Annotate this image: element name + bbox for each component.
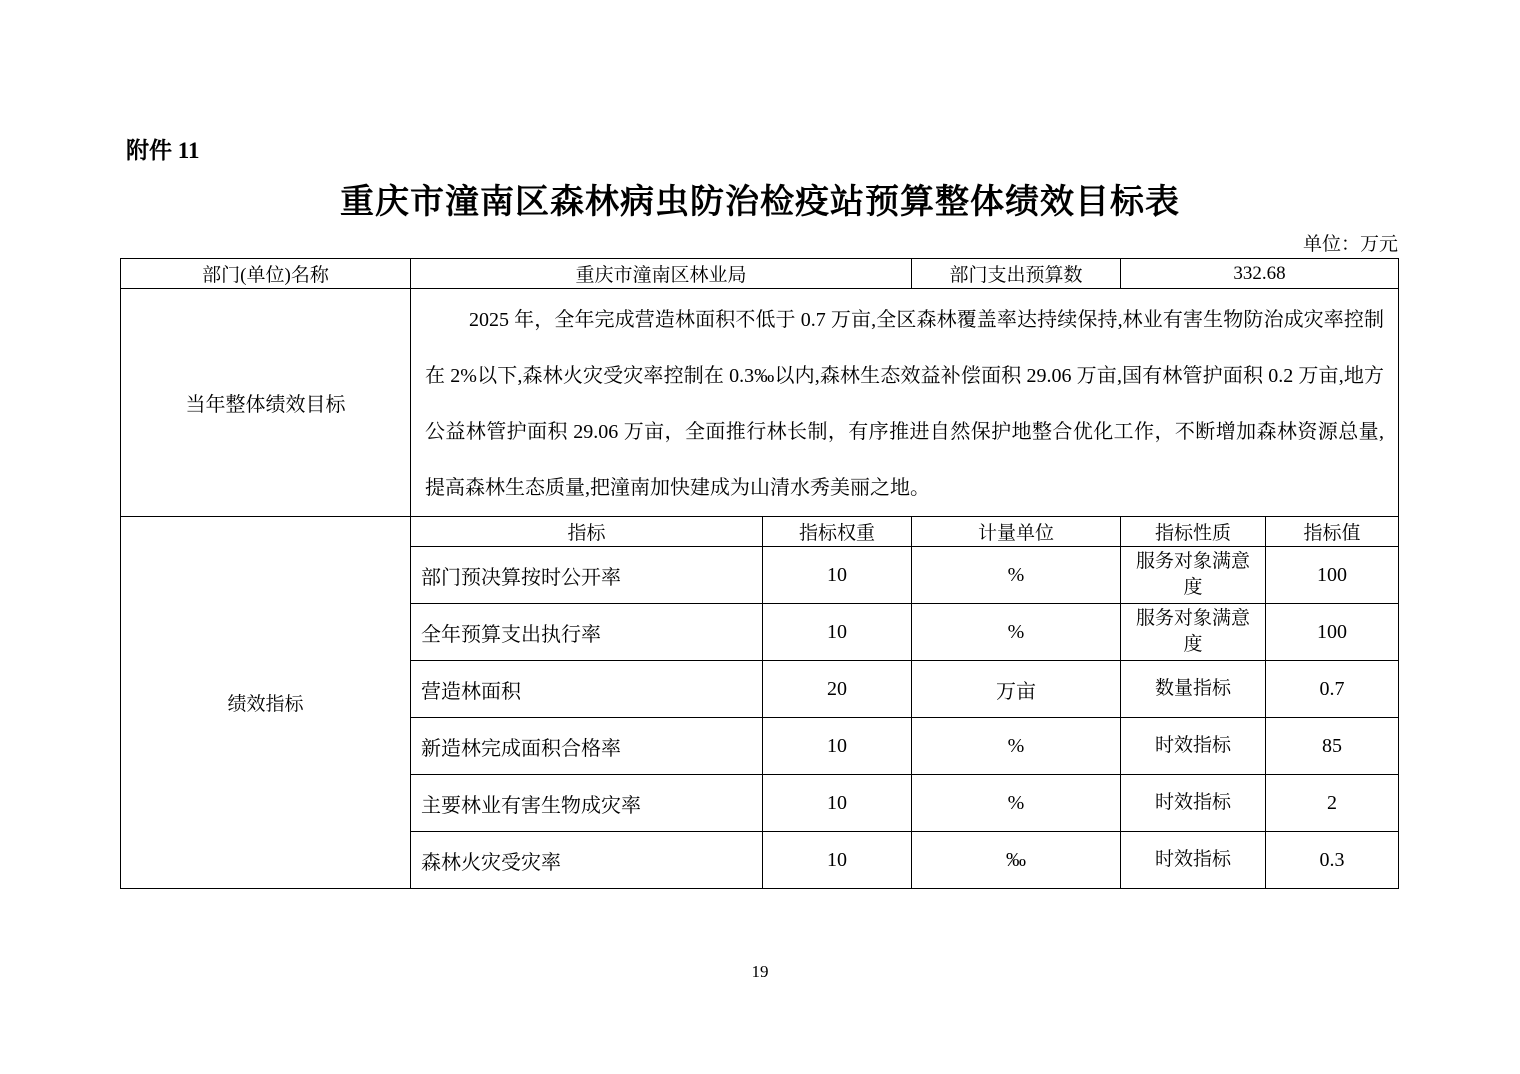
metric-weight: 10 [763, 718, 912, 775]
col-header-weight: 指标权重 [763, 517, 912, 547]
attachment-label: 附件 11 [126, 138, 200, 163]
metric-nature: 时效指标 [1121, 718, 1266, 775]
metric-weight: 10 [763, 547, 912, 604]
metric-weight: 10 [763, 832, 912, 889]
metric-unit: % [912, 547, 1121, 604]
annual-target-cell [411, 289, 1399, 517]
metric-weight: 10 [763, 604, 912, 661]
budget-value: 332.68 [1121, 259, 1399, 289]
metric-unit: % [912, 775, 1121, 832]
metric-nature: 数量指标 [1121, 661, 1266, 718]
table-row-department [121, 259, 1399, 289]
metric-name: 营造林面积 [411, 661, 763, 718]
page-number: 19 [751, 962, 769, 981]
col-header-nature: 指标性质 [1121, 517, 1266, 547]
metric-name: 新造林完成面积合格率 [411, 718, 763, 775]
metric-nature: 服务对象满意度 [1121, 604, 1266, 661]
unit-note: 单位：万元 [1302, 234, 1398, 255]
col-header-indicator: 指标 [411, 517, 763, 547]
annual-target-text: 2025 年，全年完成营造林面积不低于 0.7 万亩,全区森林覆盖率达持续保持,林业有害生物防治成灾率控制在 2%以下,森林火灾受灾率控制在 0.3‰以内,森林生态效益补偿面积 29.06 万亩,国有林管护面积 0.2 万亩,地方公益林管护面积 29.06 万亩，全面推行林长制，有序推进自然保护地整合优化工作，不断增加森林资源总量,提高森林生态质量,把潼南加快建成为山清水秀美丽之地。 [425, 309, 1385, 499]
col-header-value: 指标值 [1266, 517, 1399, 547]
metrics-section-label: 绩效指标 [121, 517, 411, 889]
budget-label: 部门支出预算数 [912, 259, 1121, 289]
dept-name-value: 重庆市潼南区林业局 [411, 259, 912, 289]
metric-value: 0.7 [1266, 661, 1399, 718]
metric-name: 主要林业有害生物成灾率 [411, 775, 763, 832]
metric-value: 2 [1266, 775, 1399, 832]
metric-value: 85 [1266, 718, 1399, 775]
metric-value: 100 [1266, 547, 1399, 604]
performance-target-table [120, 258, 1399, 889]
metric-unit: % [912, 718, 1121, 775]
metric-name: 森林火灾受灾率 [411, 832, 763, 889]
dept-name-label: 部门(单位)名称 [121, 259, 411, 289]
metric-nature: 时效指标 [1121, 832, 1266, 889]
metric-unit: ‰ [912, 832, 1121, 889]
metric-weight: 20 [763, 661, 912, 718]
annual-target-label: 当年整体绩效目标 [121, 289, 411, 517]
metric-unit: 万亩 [912, 661, 1121, 718]
page-title: 重庆市潼南区森林病虫防治检疫站预算整体绩效目标表 [340, 184, 1180, 221]
metric-name: 全年预算支出执行率 [411, 604, 763, 661]
metric-nature: 服务对象满意度 [1121, 547, 1266, 604]
metric-value: 100 [1266, 604, 1399, 661]
metric-weight: 10 [763, 775, 912, 832]
table-row-annual-target [121, 289, 1399, 517]
metric-name: 部门预决算按时公开率 [411, 547, 763, 604]
col-header-unit: 计量单位 [912, 517, 1121, 547]
metrics-header-row [121, 517, 1399, 547]
metric-nature: 时效指标 [1121, 775, 1266, 832]
metric-value: 0.3 [1266, 832, 1399, 889]
metric-unit: % [912, 604, 1121, 661]
